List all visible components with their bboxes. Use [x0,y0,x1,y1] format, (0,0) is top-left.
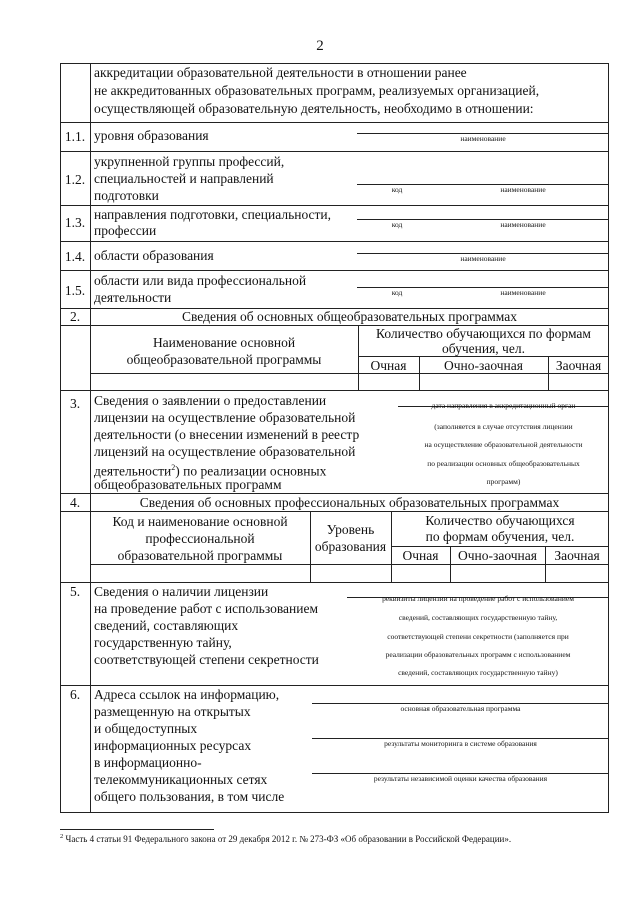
field-hint: сведений, составляющих государственную тайну) [398,668,558,677]
fulltime-count-cell[interactable] [392,565,449,581]
section-text: информационных ресурсах [94,738,252,753]
item-number: 1.3. [64,215,86,230]
section-text: размещенную на открытых [94,704,251,719]
fulltime-count-cell[interactable] [359,374,418,389]
field-hint: реквизиты лицензии на проведение работ с использованием [382,594,574,603]
item-text: направления подготовки, специальности, [94,207,332,222]
item-number: 1.5. [64,283,86,298]
section-text: Адреса ссылок на информацию, [94,687,280,702]
section-number: 3. [69,396,81,411]
section-number: 5. [69,584,81,599]
column-header: образовательной программы [117,548,283,563]
field-hint-name: наименование [500,185,546,194]
section-text: и общедоступных [94,721,198,736]
intro-line: осуществляющей образовательную деятельность, необходимо в отношении: [94,101,534,116]
section-text-line: деятельности$^2$) по реализации основных [94,463,327,479]
column-header: образования [314,539,387,554]
footnote-ref: 2 [171,463,176,472]
item-text: области образования [94,248,214,263]
field-hint: результаты независимой оценки качества образования [373,774,548,783]
item-number: 1.2. [64,172,86,187]
column-header: общеобразовательной программы [126,352,322,367]
item-text: укрупненной группы профессий, [94,154,285,169]
column-header: обучения, чел. [442,341,525,356]
section-text: в информационно- [94,755,202,770]
section-title: Сведения об основных общеобразовательных программах [181,309,517,324]
section-text: общего пользования, в том числе [94,789,285,804]
section-text: лицензий на осуществление образовательной [94,444,356,459]
footnote-rule [60,829,214,830]
field-hint-name: наименование [500,220,546,229]
field-hint-code: код [391,185,403,194]
field-hint: основная образовательная программа [400,704,521,713]
item-text: подготовки [94,188,159,203]
section-number: 2. [69,309,81,324]
section-number: 4. [69,495,81,510]
program-code-name-cell[interactable] [91,565,309,581]
footnote: $^2$ Часть 4 статьи 91 Федерального закона от 29 декабря 2012 г. № 273-ФЗ «Об образовании в Российской Федерации». [60,833,512,844]
field-hint: (заполняется в случае отсутствия лицензии [434,422,573,431]
field-hint: реализации образовательных программ с использованием [385,650,571,659]
section-text: на проведение работ с использованием [94,601,319,616]
field-hint: наименование [460,254,506,263]
form-header: Заочная [555,358,602,373]
page-number: 2 [316,38,324,54]
intro-line: не аккредитованных образовательных программ, реализуемых организацией, [94,83,540,98]
item-text: специальностей и направлений [94,171,274,186]
item-text: деятельности [94,290,172,305]
field-hint-name: наименование [500,288,546,297]
field-hint-code: код [391,288,403,297]
form-header: Очно-заочная [458,548,537,563]
section-text: соответствующей степени секретности [94,652,319,667]
section-text: телекоммуникационных сетях [94,772,268,787]
column-header: Код и наименование основной [112,514,288,529]
section-number: 6. [69,687,81,702]
field-hint: результаты мониторинга в системе образования [384,739,537,748]
form-header: Очная [370,358,407,373]
program-name-cell[interactable] [91,374,357,389]
item-text: области или вида профессиональной [94,273,307,288]
section-text: Сведения о наличии лицензии [94,584,269,599]
field-hint: по реализации основных общеобразовательных [427,459,580,468]
section-text: лицензии на осуществление образовательной [94,410,356,425]
column-header: по формам обучения, чел. [425,529,575,544]
form-header: Очная [402,548,439,563]
field-hint: сведений, составляющих государственную тайну, [398,613,558,622]
field-hint: программ) [486,477,521,486]
field-hint-code: код [391,220,403,229]
form-header: Очно-заочная [444,358,523,373]
section-text: государственную тайну, [94,635,232,650]
section-text: сведений, составляющих [94,618,239,633]
column-header: Наименование основной [152,335,296,350]
intro-line: аккредитации образовательной деятельности в отношении ранее [94,65,467,80]
field-hint: на осуществление образовательной деятельности [424,440,583,449]
section-text: деятельности (о внесении изменений в реестр [94,427,360,442]
field-hint: дата направления в аккредитационный орган [431,401,576,410]
item-number: 1.4. [64,249,86,264]
column-header: Уровень [326,522,375,537]
column-header: Количество обучающихся по формам [376,326,591,341]
item-text: профессии [94,223,157,238]
parttime-count-cell[interactable] [420,374,547,389]
distance-count-cell[interactable] [549,374,608,389]
item-number: 1.1. [64,129,86,144]
field-hint: соответствующей степени секретности (заполняется при [387,632,569,641]
education-level-cell[interactable] [311,565,390,581]
section-text: общеобразовательных программ [94,477,282,492]
form-header: Заочная [554,548,600,563]
item-text: уровня образования [94,128,209,143]
column-header: Количество обучающихся [425,513,575,528]
distance-count-cell[interactable] [546,565,608,581]
section-text: Сведения о заявлении о предоставлении [94,393,327,408]
section-title: Сведения об основных профессиональных образовательных программах [139,495,560,510]
field-hint: наименование [460,134,506,143]
column-header: профессиональной [145,531,255,546]
parttime-count-cell[interactable] [451,565,544,581]
